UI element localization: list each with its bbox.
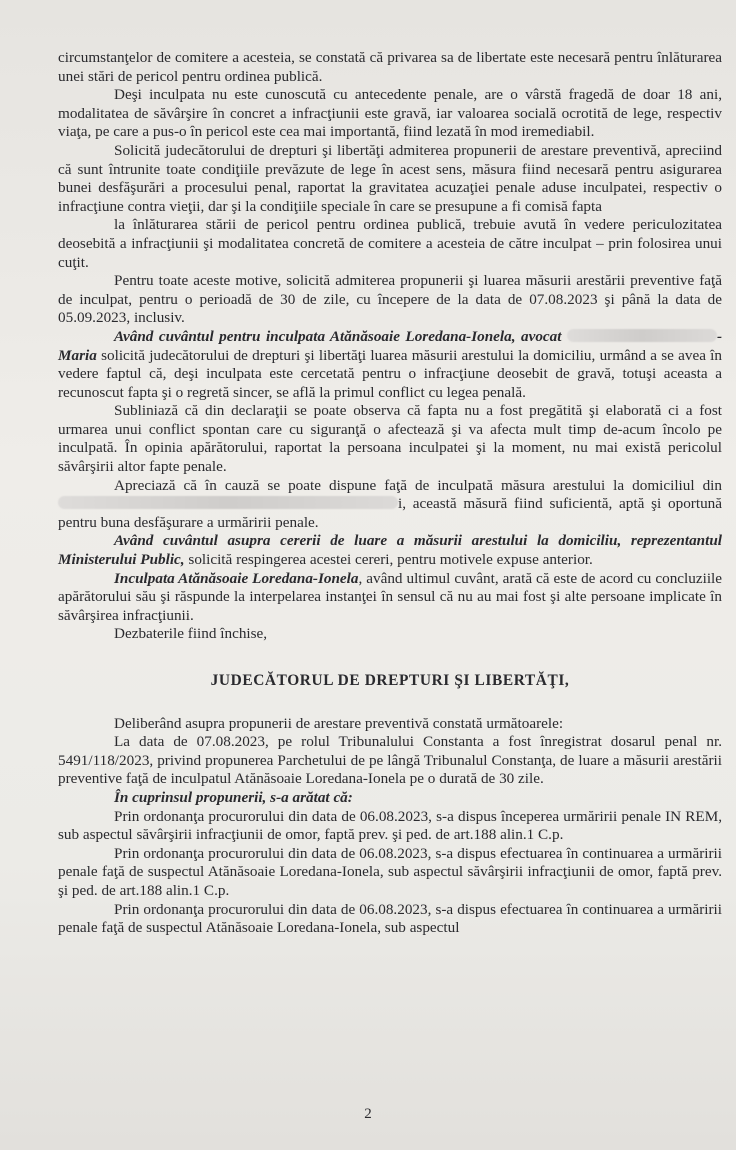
paragraph-text: , având ultimul cuvânt, arată că este de acord cu concluziile apărătorului său şi răspunde la interpelarea instanţei în sensul că nu au mai fost şi alte persoane implicate în săvârşirea infracţiunii. — [58, 569, 722, 624]
paragraph: Prin ordonanţa procurorului din data de 06.08.2023, s-a dispus efectuarea în continuarea a urmăririi penale faţă de suspectul Atănăsoaie Loredana-Ionela, sub aspectul săvârşirii infracţiunii de omor, faptă prev. şi ped. de art.188 alin.1 C.p. — [58, 844, 722, 899]
redacted-name — [567, 329, 717, 342]
paragraph: Deliberând asupra propunerii de arestare preventivă constată următoarele: — [114, 714, 564, 732]
paragraph-text: solicită respingerea acestei cereri, pentru motivele expuse anterior. — [188, 551, 593, 569]
section-heading: JUDECĂTORUL DE DREPTURI ŞI LIBERTĂŢI, — [210, 672, 570, 689]
paragraph-defense-counsel — [58, 328, 722, 402]
paragraph: La data de 07.08.2023, pe rolul Tribunalului Constanta a fost înregistrat dosarul penal nr. 5491/118/2023, privind propunerea Parchetului de pe lângă Tribunalul Constanţa, de luare a măsurii arestării preventive faţă de inculpatul Atănăsoaie Loredana-Ionela pe o durată de 30 zile. — [58, 733, 722, 788]
paragraph: la înlăturarea stării de pericol pentru ordinea publică, trebuie avută în vedere periculozitatea deosebită a infracţiunii şi modalitatea concretă de comitere a acesteia de către inculpat – prin folosirea unui cuţit. — [58, 216, 722, 271]
paragraph: circumstanţelor de comitere a acesteia, se constată că privarea sa de libertate este necesară pentru înlăturarea unei stări de pericol pentru ordinea publică. — [58, 49, 722, 85]
paragraph: Prin ordonanţa procurorului din data de 06.08.2023, s-a dispus efectuarea în continuarea a urmăririi penale faţă de suspectul Atănăsoaie Loredana-Ionela, sub aspectul — [58, 900, 722, 937]
paragraph-subheading — [58, 789, 722, 808]
paragraph-text: solicită judecătorului de drepturi şi libertăţi luarea măsurii arestului la domiciliu, urmând a se avea în vedere faptul că, deşi inculpata este cercetată pentru o infracţiune deosebit de gravă, totuşi aceasta a recunoscut fapta şi o regretă sincer, se află la primul conflict cu legea penală. — [58, 346, 722, 401]
paragraph: Dezbaterile fiind închise, — [114, 625, 268, 643]
defense-counsel-lead: Având cuvântul pentru inculpata Atănăsoaie Loredana-Ionela, avocat — [114, 327, 562, 345]
page-number: 2 — [364, 1106, 372, 1122]
paragraph: Prin ordonanţa procurorului din data de 06.08.2023, s-a dispus începerea urmăririi penale IN REM, sub aspectul săvârşirii infracţiunii de omor, faptă prev. şi ped. de art.188 alin.1 C.p. — [58, 807, 722, 844]
defendant-lead: Inculpata Atănăsoaie Loredana-Ionela — [114, 569, 359, 587]
paragraph: Solicită judecătorului de drepturi şi libertăţi admiterea propunerii de arestare preventivă, apreciind că sunt întrunite toate condiţiile prevăzute de lege în acest sens, măsura fiind necesară pentru asigurarea bunei desfăşurări a procesului penal, raportat la gravitatea acuzaţiei penale aduse inculpatei, respectiv o infracţiune contra vieţii, dar şi la condiţiile speciale în care se presupune a fi comisă fapta — [58, 141, 722, 215]
paragraph-house-arrest — [58, 477, 722, 533]
subheading-lead: În cuprinsul propunerii, s-a arătat că: — [114, 788, 353, 806]
prosecutor-lead: Având cuvântul asupra cererii de luare a măsurii arestului la domiciliu, reprezentantul Ministerului Public, — [58, 532, 722, 569]
redacted-address — [58, 496, 398, 509]
defense-counsel-name: Maria — [58, 346, 97, 364]
document-body — [58, 49, 722, 938]
paragraph-defendant-last-word — [58, 570, 722, 626]
paragraph-text: Apreciază că în cauză se poate dispune faţă de inculpată măsura arestului la domiciliul din — [114, 476, 722, 494]
defense-counsel-tail: - — [716, 327, 723, 345]
paragraph: Pentru toate aceste motive, solicită admiterea propunerii şi luarea măsurii arestării preventive faţă de inculpat, pentru o perioadă de 30 de zile, cu începere de la data de 07.08.2023 şi până la data de 05.09.2023, inclusiv. — [58, 272, 722, 327]
paragraph: Subliniază că din declaraţii se poate observa că fapta nu a fost pregătită şi elaborată ci a fost urmarea unui conflict spontan care cu siguranţă o afectează şi va afecta mult timp de-acum încolo pe inculpată. În opinia apărătorului, raportat la persoana inculpatei şi la moment, nu mai există pericolul săvârşirii altor fapte penale. — [58, 402, 722, 476]
paragraph-text-continued: i, această măsură fiind suficientă, aptă şi oportună pentru buna desfăşurare a urmăririi penale. — [58, 495, 722, 531]
paragraph: Deşi inculpata nu este cunoscută cu antecedente penale, are o vârstă fragedă de doar 18 ani, modalitatea de săvârşire în concret a infracţiunii este gravă, iar valoarea socială ocrotită de lege, respectiv viaţa, pe care a pus-o în pericol este cea mai importantă, fiind lezată în mod iremediabil. — [58, 86, 722, 141]
paragraph-prosecutor — [58, 532, 722, 569]
